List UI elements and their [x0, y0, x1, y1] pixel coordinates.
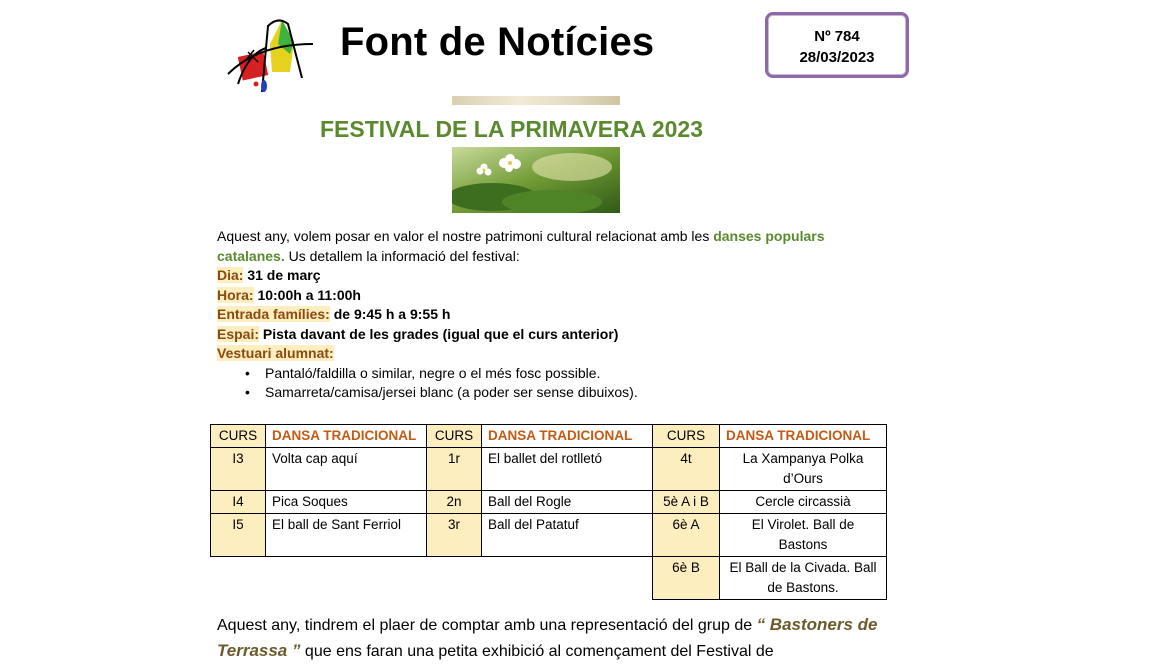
newsletter-title: Font de Notícies: [340, 20, 655, 64]
festival-title: FESTIVAL DE LA PRIMAVERA 2023: [320, 116, 703, 142]
issue-date: 28/03/2023: [799, 49, 875, 66]
issue-number: Nº 784: [814, 28, 860, 45]
issue-box: [765, 12, 909, 78]
dansa-cell: La Xampanya Polka d’Ours: [720, 448, 887, 491]
flower-photo: [452, 147, 620, 213]
header-dansa: DANSA TRADICIONAL: [266, 425, 427, 448]
header-curs: CURS: [427, 425, 482, 448]
festival-info: [217, 227, 877, 403]
dansa-cell: El ball de Sant Ferriol: [266, 514, 427, 557]
dansa-cell: Ball del Patatuf: [482, 514, 653, 557]
dance-table: [210, 424, 887, 600]
dansa-cell: Cercle circassià: [720, 491, 887, 514]
detail-hora: Hora: 10:00h a 11:00h: [217, 286, 361, 303]
curs-cell: 4t: [653, 448, 720, 491]
table-header-row: [211, 425, 887, 448]
group-name: “ Bastoners de Terrassa ”: [217, 615, 878, 660]
curs-cell: I5: [211, 514, 266, 557]
curs-cell: 2n: [427, 491, 482, 514]
highlight-danses: danses populars catalanes.: [217, 228, 825, 264]
curs-cell: I3: [211, 448, 266, 491]
table-row: [211, 514, 887, 557]
school-logo: [218, 14, 318, 94]
dansa-cell: Pica Soques: [266, 491, 427, 514]
curs-cell: 6è B: [653, 557, 720, 600]
outro-paragraph: Aquest any, tindrem el plaer de comptar amb una representació del grup de “ Bastoners de Terrassa ” que ens faran una petita exhibició al començament del Festival de: [217, 615, 878, 660]
curs-cell: 3r: [427, 514, 482, 557]
dansa-cell: El Virolet. Ball de Bastons: [720, 514, 887, 557]
top-photo-strip: [452, 96, 620, 105]
list-item: • Samarreta/camisa/jersei blanc (a poder ser sense dibuixos).: [265, 383, 877, 403]
table-row: [211, 448, 887, 491]
vestuari-list: [217, 364, 877, 403]
empty-cell: [427, 557, 482, 600]
curs-cell: 5è A i B: [653, 491, 720, 514]
dansa-cell: Volta cap aquí: [266, 448, 427, 491]
dansa-cell: El Ball de la Civada. Ball de Bastons.: [720, 557, 887, 600]
detail-dia: Dia: 31 de març: [217, 267, 321, 283]
empty-cell: [266, 557, 427, 600]
table-row: [211, 557, 887, 600]
header-curs: CURS: [211, 425, 266, 448]
list-item: • Pantaló/faldilla o similar, negre o el més fosc possible.: [265, 364, 877, 384]
detail-espai: Espai: Pista davant de les grades (igual que el curs anterior): [217, 325, 619, 342]
table-row: [211, 491, 887, 514]
empty-cell: [211, 557, 266, 600]
intro-paragraph: Aquest any, volem posar en valor el nostre patrimoni cultural relacionat amb les danses populars catalanes. Us detallem la informació del festival:: [217, 228, 825, 264]
dansa-cell: Ball del Rogle: [482, 491, 653, 514]
curs-cell: 1r: [427, 448, 482, 491]
curs-cell: 6è A: [653, 514, 720, 557]
header-dansa: DANSA TRADICIONAL: [720, 425, 887, 448]
detail-vestuari: Vestuari alumnat:: [217, 345, 334, 361]
dansa-cell: El ballet del rotlletó: [482, 448, 653, 491]
header-curs: CURS: [653, 425, 720, 448]
curs-cell: I4: [211, 491, 266, 514]
empty-cell: [482, 557, 653, 600]
header-dansa: DANSA TRADICIONAL: [482, 425, 653, 448]
detail-entrada: Entrada famílies: de 9:45 h a 9:55 h: [217, 306, 451, 322]
